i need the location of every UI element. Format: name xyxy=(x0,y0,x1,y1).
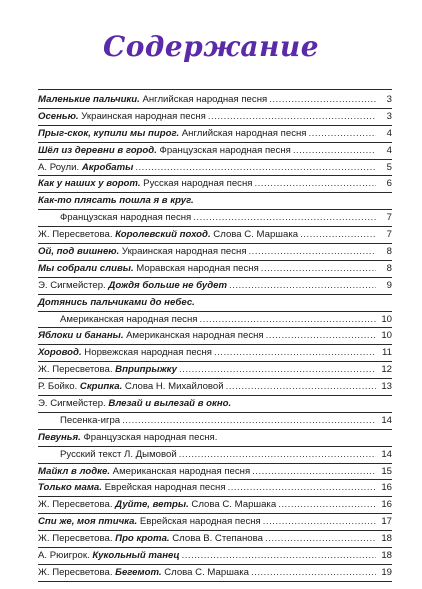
toc-entry-text xyxy=(38,497,276,513)
toc-entry xyxy=(38,244,392,261)
dot-leader xyxy=(226,379,376,395)
dot-leader xyxy=(249,244,376,260)
dot-leader xyxy=(263,514,376,530)
toc-entry-description: Еврейская народная песня xyxy=(137,516,261,528)
dot-leader xyxy=(251,565,376,581)
table-of-contents xyxy=(38,92,392,582)
toc-entry-description: Русская народная песня xyxy=(140,178,253,190)
toc-entry-page-number: 17 xyxy=(381,516,392,528)
toc-entry-text xyxy=(38,312,197,328)
toc-entry-page-number: 8 xyxy=(386,262,392,274)
toc-entry xyxy=(38,379,392,396)
toc-entry-text xyxy=(38,531,263,547)
toc-entry-page-number: 18 xyxy=(381,533,392,545)
toc-entry-author: Ж. Пересветова. xyxy=(38,364,116,376)
toc-entry-text xyxy=(38,126,306,142)
toc-entry xyxy=(38,345,392,362)
toc-entry-title: Спи же, моя птичка. xyxy=(38,516,138,528)
dot-leader xyxy=(199,312,376,328)
toc-entry-description: Французская народная песня xyxy=(156,144,291,156)
dot-leader xyxy=(269,92,376,108)
toc-entry xyxy=(38,565,392,582)
toc-entry-author: Ж. Пересветова. xyxy=(38,499,116,511)
toc-entry-text xyxy=(38,396,231,412)
toc-entry-text xyxy=(38,464,250,480)
dot-leader xyxy=(229,278,376,294)
toc-entry-text xyxy=(38,362,177,378)
toc-entry-title: Как у наших у ворот. xyxy=(38,178,141,190)
toc-entry-text xyxy=(38,430,217,446)
dot-leader xyxy=(214,345,376,361)
dot-leader xyxy=(300,227,376,243)
toc-entry xyxy=(38,514,392,531)
toc-entry-page-number: 10 xyxy=(381,330,392,342)
toc-entry xyxy=(38,126,392,143)
toc-entry-page-number: 6 xyxy=(386,178,392,190)
toc-entry-title: Мы собрали сливы. xyxy=(38,262,134,274)
toc-entry-page-number: 14 xyxy=(381,448,392,460)
toc-entry-text xyxy=(38,480,226,496)
toc-entry xyxy=(38,210,392,227)
toc-entry-description: Украинская народная песня xyxy=(78,110,206,122)
page-title: Содержание xyxy=(102,30,320,63)
toc-entry-author: Э. Сигмейстер. xyxy=(38,398,109,410)
toc-entry-description: Моравская народная песня xyxy=(133,262,259,274)
toc-entry-description: Слова Н. Михайловой xyxy=(122,381,224,393)
toc-entry-title: Дуйте, ветры. xyxy=(115,499,189,511)
toc-entry-text xyxy=(38,379,224,395)
toc-entry-text xyxy=(38,447,177,463)
toc-entry xyxy=(38,261,392,278)
toc-entry-title: Влезай и вылезай в окно. xyxy=(108,398,232,410)
toc-entry-text xyxy=(38,345,212,361)
toc-entry xyxy=(38,227,392,244)
toc-entry-description: Французская народная песня xyxy=(60,212,192,224)
toc-entry-description: Украинская народная песня xyxy=(119,246,247,258)
toc-entry-text xyxy=(38,109,206,125)
toc-entry-title: Хоровод. xyxy=(38,347,82,359)
toc-entry-description: Слова С. Маршака xyxy=(210,229,299,241)
toc-entry-page-number: 16 xyxy=(381,499,392,511)
toc-entry-title: Бегемот. xyxy=(115,566,162,578)
dot-leader xyxy=(179,362,376,378)
toc-entry-author: Э. Сигмейстер. xyxy=(38,279,109,291)
toc-entry-text xyxy=(38,514,261,530)
toc-entry-title: Только мама. xyxy=(38,482,102,494)
toc-entry-title: Шёл из деревни в город. xyxy=(38,144,157,156)
toc-entry-text xyxy=(38,295,195,311)
dot-leader xyxy=(122,413,376,429)
toc-entry xyxy=(38,295,392,312)
toc-entry-title: Осенью. xyxy=(38,110,79,122)
toc-entry-description: Еврейская народная песня xyxy=(101,482,226,494)
toc-entry xyxy=(38,312,392,329)
dot-leader xyxy=(228,480,376,496)
dot-leader xyxy=(278,497,376,513)
toc-entry xyxy=(38,430,392,447)
toc-entry-text xyxy=(38,244,247,260)
toc-entry-text xyxy=(38,565,249,581)
toc-entry xyxy=(38,497,392,514)
toc-entry xyxy=(38,160,392,177)
toc-entry-page-number: 8 xyxy=(386,246,392,258)
toc-entry-text xyxy=(38,160,133,176)
toc-entry-title: Про крота. xyxy=(115,533,170,545)
toc-entry-text xyxy=(38,261,259,277)
toc-entry-title: Скрипка. xyxy=(79,381,123,393)
toc-entry-description: Американская народная песня xyxy=(110,465,251,477)
toc-entry-page-number: 15 xyxy=(381,465,392,477)
toc-entry xyxy=(38,109,392,126)
dot-leader xyxy=(254,176,376,192)
dot-leader xyxy=(252,464,376,480)
toc-entry-description: Французская народная песня. xyxy=(80,431,218,443)
dot-leader xyxy=(293,143,376,159)
dot-leader xyxy=(182,548,376,564)
toc-entry-text xyxy=(38,176,252,192)
toc-entry-page-number: 7 xyxy=(386,212,392,224)
toc-entry-author: А. Роули. xyxy=(38,161,82,173)
toc-entry-text xyxy=(38,92,267,108)
toc-entry-text xyxy=(38,193,194,209)
toc-entry-description: Песенка-игра xyxy=(60,414,121,426)
toc-entry-description: Норвежская народная песня xyxy=(81,347,212,359)
toc-entry-description: Слова С. Маршака xyxy=(161,566,249,578)
toc-entry-page-number: 19 xyxy=(381,566,392,578)
toc-entry-description: Русский текст Л. Дымовой xyxy=(60,448,177,460)
dot-leader xyxy=(208,109,376,125)
toc-entry xyxy=(38,92,392,109)
toc-entry-title: Акробаты xyxy=(81,161,134,173)
toc-entry-title: Как-то плясать пошла я в круг. xyxy=(38,195,194,207)
toc-entry xyxy=(38,328,392,345)
toc-entry-title: Прыг-скок, купили мы пирог. xyxy=(38,127,180,139)
toc-entry-text xyxy=(38,210,191,226)
toc-entry-title: Маленькие пальчики. xyxy=(38,94,140,105)
toc-entry-description: Американская народная песня xyxy=(60,313,198,325)
toc-entry-title: Вприпрыжку xyxy=(115,364,177,376)
toc-entry-text xyxy=(38,278,227,294)
dot-leader xyxy=(179,447,376,463)
toc-entry-text xyxy=(38,143,291,159)
dot-leader xyxy=(193,210,376,226)
top-rule xyxy=(38,89,392,90)
toc-entry-title: Певунья. xyxy=(38,431,81,443)
toc-entry-title: Яблоки и бананы. xyxy=(38,330,124,342)
toc-entry-page-number: 11 xyxy=(382,347,392,359)
toc-entry xyxy=(38,193,392,210)
toc-entry-page-number: 16 xyxy=(381,482,392,494)
toc-entry-page-number: 4 xyxy=(386,127,392,139)
dot-leader xyxy=(261,261,376,277)
toc-entry-page-number: 4 xyxy=(386,144,392,156)
toc-entry xyxy=(38,548,392,565)
toc-entry-title: Ой, под вишнею. xyxy=(38,246,120,258)
dot-leader xyxy=(308,126,376,142)
toc-entry xyxy=(38,278,392,295)
toc-entry xyxy=(38,531,392,548)
toc-entry-page-number: 18 xyxy=(381,550,392,562)
toc-entry-title: Королевский поход. xyxy=(115,229,211,241)
toc-entry-author: Ж. Пересветова. xyxy=(38,533,116,545)
toc-entry-text xyxy=(38,328,264,344)
toc-entry-page-number: 14 xyxy=(381,414,392,426)
toc-entry-description: Слова В. Степанова xyxy=(169,533,263,545)
toc-entry xyxy=(38,176,392,193)
toc-entry-page-number: 3 xyxy=(386,110,392,122)
toc-entry-description: Слова С. Маршака xyxy=(188,499,277,511)
toc-entry xyxy=(38,480,392,497)
toc-entry-title: Кукольный танец xyxy=(92,550,180,562)
toc-entry-text xyxy=(38,227,298,243)
dot-leader xyxy=(266,328,376,344)
toc-entry-page-number: 3 xyxy=(386,94,392,105)
toc-entry-description: Английская народная песня xyxy=(179,127,307,139)
toc-entry xyxy=(38,464,392,481)
toc-entry-page-number: 9 xyxy=(386,279,392,291)
toc-entry-description: Американская народная песня xyxy=(123,330,264,342)
toc-entry-title: Дождя больше не будет xyxy=(108,279,227,291)
toc-entry-author: Ж. Пересветова. xyxy=(38,229,116,241)
toc-entry-title: Дотянись пальчиками до небес. xyxy=(38,296,195,308)
toc-entry-page-number: 13 xyxy=(381,381,392,393)
toc-entry-description: Английская народная песня xyxy=(139,94,268,105)
toc-entry-text xyxy=(38,413,120,429)
toc-entry xyxy=(38,396,392,413)
toc-entry xyxy=(38,447,392,464)
dot-leader xyxy=(135,160,376,176)
toc-entry-author: Ж. Пересветова. xyxy=(38,566,116,578)
toc-entry xyxy=(38,413,392,430)
toc-entry-page-number: 5 xyxy=(386,161,392,173)
toc-entry xyxy=(38,362,392,379)
toc-entry-page-number: 10 xyxy=(381,313,392,325)
toc-entry-page-number: 7 xyxy=(386,229,392,241)
toc-entry-page-number: 12 xyxy=(381,364,392,376)
toc-entry-author: Р. Бойко. xyxy=(38,381,80,393)
toc-entry-author: А. Рюигрок. xyxy=(38,550,93,562)
toc-entry-title: Майкл в лодке. xyxy=(38,465,110,477)
toc-entry xyxy=(38,143,392,160)
dot-leader xyxy=(265,531,376,547)
toc-entry-text xyxy=(38,548,180,564)
